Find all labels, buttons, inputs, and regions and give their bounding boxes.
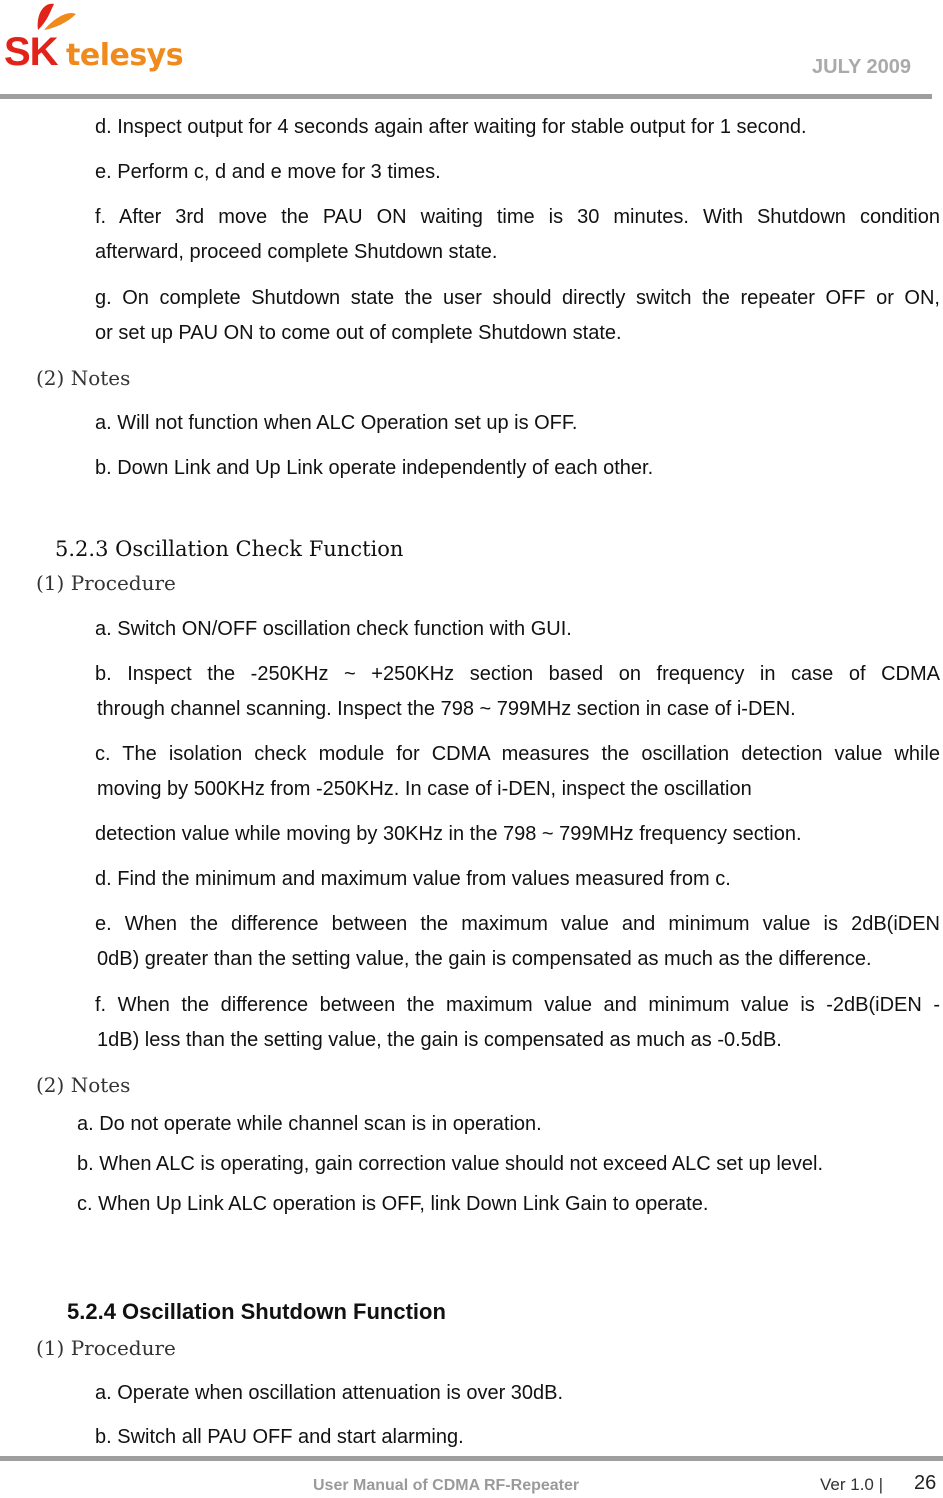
notes-2-item-b: b. When ALC is operating, gain correction value should not exceed ALC set up level. xyxy=(77,1153,824,1175)
footer-manual-title: User Manual of CDMA RF-Repeater xyxy=(313,1477,580,1494)
check-step-f-line1: f. When the difference between the maximum value and minimum value is -2dB(iDEN - xyxy=(95,994,940,1016)
procedure-heading-1: (1) Procedure xyxy=(36,571,176,595)
notes-heading-1: (2) Notes xyxy=(36,366,131,390)
logo-telesys-text: telesys xyxy=(66,38,184,73)
check-step-b-line1: b. Inspect the -250KHz ~ +250KHz section based on frequency in case of CDMA xyxy=(95,663,940,685)
shutdown-step-b: b. Switch all PAU OFF and start alarming. xyxy=(95,1426,464,1448)
check-step-d: d. Find the minimum and maximum value from values measured from c. xyxy=(95,868,731,890)
notes-1-item-a: a. Will not function when ALC Operation set up is OFF. xyxy=(95,412,578,434)
header-date: JULY 2009 xyxy=(812,56,911,78)
check-step-e-line1: e. When the difference between the maximum value and minimum value is 2dB(iDEN xyxy=(95,913,940,935)
step-d: d. Inspect output for 4 seconds again after waiting for stable output for 1 second. xyxy=(95,116,807,138)
notes-1-item-b: b. Down Link and Up Link operate independently of each other. xyxy=(95,457,654,479)
notes-2-item-a: a. Do not operate while channel scan is in operation. xyxy=(77,1113,542,1135)
notes-heading-2: (2) Notes xyxy=(36,1073,131,1097)
procedure-heading-2: (1) Procedure xyxy=(36,1336,176,1360)
company-logo xyxy=(0,0,184,80)
check-step-c-line3: detection value while moving by 30KHz in the 798 ~ 799MHz frequency section. xyxy=(95,823,802,845)
footer-version: Ver 1.0 | xyxy=(820,1475,884,1494)
notes-2-item-c: c. When Up Link ALC operation is OFF, link Down Link Gain to operate. xyxy=(77,1193,709,1215)
step-f-line2: afterward, proceed complete Shutdown state. xyxy=(95,241,498,263)
check-step-f-line2: 1dB) less than the setting value, the gain is compensated as much as -0.5dB. xyxy=(97,1029,782,1051)
check-step-c-line1: c. The isolation check module for CDMA measures the oscillation detection value while xyxy=(95,743,940,765)
shutdown-step-a: a. Operate when oscillation attenuation is over 30dB. xyxy=(95,1382,564,1404)
step-g-line1: g. On complete Shutdown state the user should directly switch the repeater OFF or ON, xyxy=(95,287,940,309)
step-e: e. Perform c, d and e move for 3 times. xyxy=(95,161,441,183)
step-f-line1: f. After 3rd move the PAU ON waiting time is 30 minutes. With Shutdown condition xyxy=(95,206,940,228)
check-step-e-line2: 0dB) greater than the setting value, the gain is compensated as much as the difference. xyxy=(97,948,872,970)
check-step-b-line2: through channel scanning. Inspect the 798 ~ 799MHz section in case of i-DEN. xyxy=(97,698,796,720)
check-step-a: a. Switch ON/OFF oscillation check function with GUI. xyxy=(95,618,572,640)
section-5-2-4-heading: 5.2.4 Oscillation Shutdown Function xyxy=(67,1299,446,1324)
check-step-c-line2: moving by 500KHz from -250KHz. In case of i-DEN, inspect the oscillation xyxy=(97,778,752,800)
page-number: 26 xyxy=(914,1472,937,1494)
logo-sk-text: SK xyxy=(4,30,58,74)
header-divider xyxy=(0,94,932,99)
footer-divider xyxy=(0,1456,943,1461)
logo-butterfly-icon xyxy=(34,0,78,34)
section-5-2-3-heading: 5.2.3 Oscillation Check Function xyxy=(55,537,404,561)
step-g-line2: or set up PAU ON to come out of complete Shutdown state. xyxy=(95,322,622,344)
